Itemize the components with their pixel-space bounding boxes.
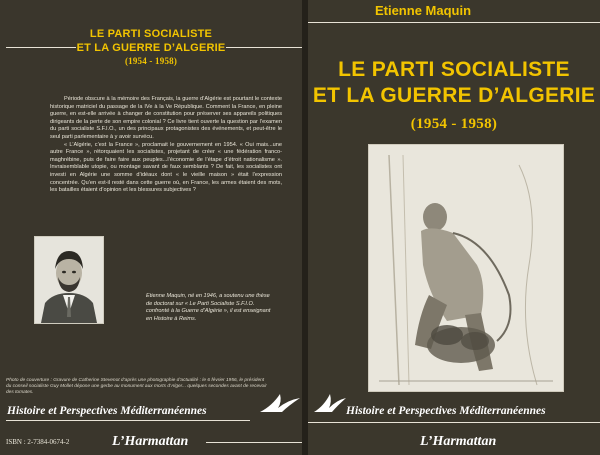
author-photo: [34, 236, 104, 324]
front-cover: [308, 0, 600, 455]
front-title-line2: ET LA GUERRE D’ALGERIE: [312, 84, 596, 107]
front-title-line1: LE PARTI SOCIALISTE: [338, 58, 570, 81]
back-title-line1: LE PARTI SOCIALISTE: [89, 28, 213, 40]
collection-bird-logo-icon: [258, 386, 302, 416]
front-title-dates: (1954 - 1958): [410, 116, 498, 132]
publisher-name: L’Harmattan: [420, 434, 497, 449]
back-title-line2: ET LA GUERRE D’ALGERIE: [76, 42, 226, 54]
publisher-name: L’Harmattan: [112, 434, 189, 449]
synopsis-paragraph: Période obscure à la mémoire des Français, la guerre d’Algérie est pourtant le contexte historique matriciel du passage de la IVe à la Ve République. Comment la France, en pleine guerre, en est-elle arrivée à changer de constitution pour préserver ses appareils politiques dirigeants de la perte de son empire colonial ? Ce livre tient ouverte la question par l’examen du parti socialiste S.F.I.O., un des principaux protagonistes des événements, et peut-être le seul parti parlementaire à y avoir survécu.: [50, 96, 282, 140]
author-bio: Etienne Maquin, né en 1946, a soutenu une thèse de doctorat sur « Le Parti Socialiste S.F.I.O. confronté à la Guerre d’Algérie », il est enseignant en Histoire à Reims.: [146, 293, 271, 322]
engraving-illustration: [369, 145, 563, 391]
author-rule: [308, 22, 600, 23]
collection-underline: [308, 422, 600, 423]
synopsis-text: [50, 96, 282, 195]
back-title-dates: (1954 - 1958): [124, 56, 178, 66]
synopsis-paragraph: « L’Algérie, c’est la France », proclamait le gouvernement en 1954. « Oui mais...une autre France », rétorquaient les socialistes, projetant de créer « une fédération franco-maghrébine, puis de faire faire aux peuples...l’économie de l’étape d’étroit nationalisme ». Invraisemblable utopie, ou montage savant de faux semblants ? De fait, les socialistes ont investi en Algérie une somme d’idéaux dont « le vieille maison » était l’expression concentrée. Qu’en est-il resté dans cette guerre où, en France, les armes étaient des mots, les batailles étaient d’opinion et les blessures subjectives ?: [50, 141, 282, 194]
author-portrait-drawing: [35, 237, 103, 323]
cover-photo-credit: Photo de couverture : Gravure de Catherine Stevenot d’après une photographie d’actualité : le 6 février 1956, le président du conseil socialiste Guy Mollet dépose une gerbe au monument aux morts d’Alger... quelques secondes avant de recevoir des tomates.: [6, 378, 267, 395]
divider-rule-left: [6, 47, 76, 48]
isbn-number: ISBN : 2-7384-0674-2: [6, 438, 70, 446]
cover-engraving: [368, 144, 564, 392]
divider-rule-right: [226, 47, 302, 48]
publisher-rule: [206, 442, 302, 443]
collection-bird-logo-icon: [312, 386, 348, 416]
author-name: Etienne Maquin: [374, 3, 472, 18]
collection-name: Histoire et Perspectives Méditerranéennes: [7, 405, 207, 417]
collection-underline: [6, 420, 250, 421]
collection-name: Histoire et Perspectives Méditerranéennes: [346, 405, 546, 417]
